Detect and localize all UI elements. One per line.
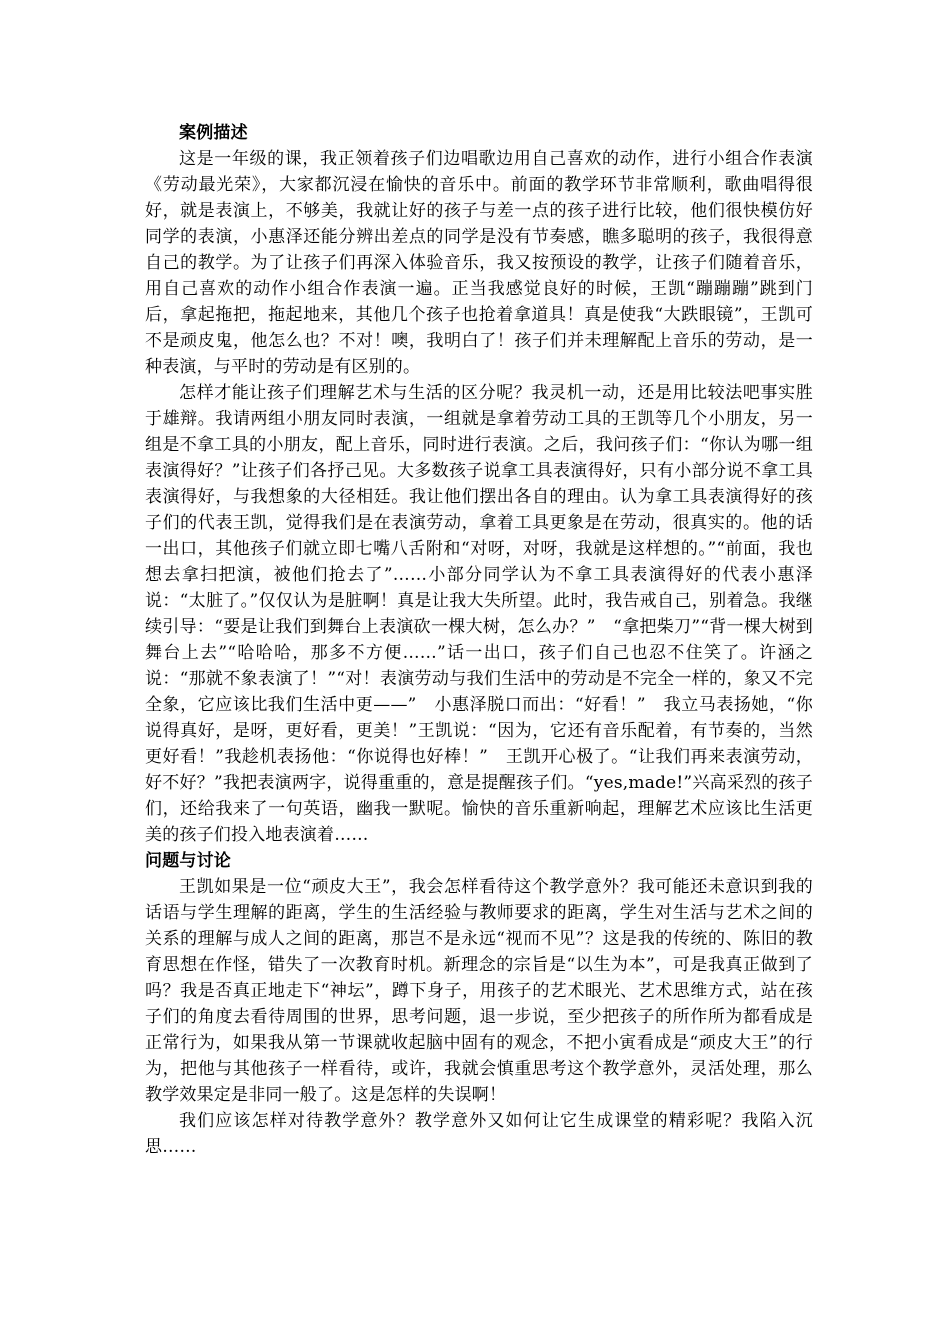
paragraph: 这是一年级的课，我正领着孩子们边唱歌边用自己喜欢的动作，进行小组合作表演《劳动最光荣》，大家都沉浸在愉快的音乐中。前面的教学环节非常顺利，歌曲唱得很好，就是表演上，不够美，我就让好的孩子与差一点的孩子进行比较，他们很快模仿好同学的表演，小惠泽还能分辨出差点的同学是没有节奏感，瞧多聪明的孩子，我很得意自己的教学。为了让孩子们再深入体验音乐，我又按预设的教学，让孩子们随着音乐，用自己喜欢的动作小组合作表演一遍。正当我感觉良好的时候，王凯“蹦蹦蹦”跳到门后，拿起拖把，拖起地来，其他几个孩子也抢着拿道具！真是使我“大跌眼镜”，王凯可不是顽皮鬼，他怎么也？不对！噢，我明白了！孩子们并未理解配上音乐的劳动，是一种表演，与平时的劳动是有区别的。 <box>145 149 813 377</box>
paragraph: 怎样才能让孩子们理解艺术与生活的区分呢？我灵机一动，还是用比较法吧事实胜于雄辩。我请两组小朋友同时表演，一组就是拿着劳动工具的王凯等几个小朋友，另一组是不拿工具的小朋友，配上音乐，同时进行表演。之后，我问孩子们：“你认为哪一组表演得好？”让孩子们各抒己见。大多数孩子说拿工具表演得好，只有小部分说不拿工具表演得好，与我想象的大径相廷。我让他们摆出各自的理由。认为拿工具表演得好的孩子们的代表王凯，觉得我们是在表演劳动，拿着工具更象是在劳动，很真实的。他的话一出口，其他孩子们就立即七嘴八舌附和“对呀，对呀，我就是这样想的。”“前面，我也想去拿扫把演，被他们抢去了”……小部分同学认为不拿工具表演得好的代表小惠泽说：“太脏了。”仅仅认为是脏啊！真是让我大失所望。此时，我告戒自己，别着急。我继续引导：“要是让我们到舞台上表演砍一棵大树，怎么办？” “拿把柴刀”“背一棵大树到舞台上去”“哈哈哈，那多不方便……”话一出口，孩子们自己也忍不住笑了。许涵之说：“那就不象表演了！”“对！表演劳动与我们生活中的劳动是不完全一样的，象又不完全象，它应该比我们生活中更——” 小惠泽脱口而出：“好看！” 我立马表扬她，“你说得真好，是呀，更好看，更美！”王凯说：“因为，它还有音乐配着，有节奏的，当然更好看！”我趁机表扬他：“你说得也好棒！” 王凯开心极了。“让我们再来表演劳动，好不好？”我把表演两字，说得重重的，意是提醒孩子们。“yes,made!”兴高采烈的孩子们，还给我来了一句英语，幽我一默呢。愉快的音乐重新响起，理解艺术应该比生活更美的孩子们投入地表演着…… <box>145 383 813 845</box>
paragraph: 我们应该怎样对待教学意外？教学意外又如何让它生成课堂的精彩呢？我陷入沉思…… <box>145 1111 813 1157</box>
section-heading-problems-discussion: 问题与讨论 <box>145 851 231 871</box>
section-heading-case-description: 案例描述 <box>179 123 248 143</box>
paragraph: 王凯如果是一位“顽皮大王”，我会怎样看待这个教学意外？我可能还未意识到我的话语与学生理解的距离，学生的生活经验与教师要求的距离，学生对生活与艺术之间的关系的理解与成人之间的距离，那岂不是永远“视而不见”？这是我的传统的、陈旧的教育思想在作怪，错失了一次教育时机。新理念的宗旨是“以生为本”，可是我真正做到了吗？我是否真正地走下“神坛”，蹲下身子，用孩子的艺术眼光、艺术思维方式，站在孩子们的角度去看待周围的世界，思考问题，退一步说，至少把孩子的所作所为都看成是正常行为，如果我从第一节课就收起脑中固有的观念，不把小寅看成是“顽皮大王”的行为，把他与其他孩子一样看待，或许，我就会慎重思考这个教学意外，灵活处理，那么教学效果定是非同一般了。这是怎样的失误啊！ <box>145 877 813 1105</box>
document-page <box>145 120 813 1160</box>
